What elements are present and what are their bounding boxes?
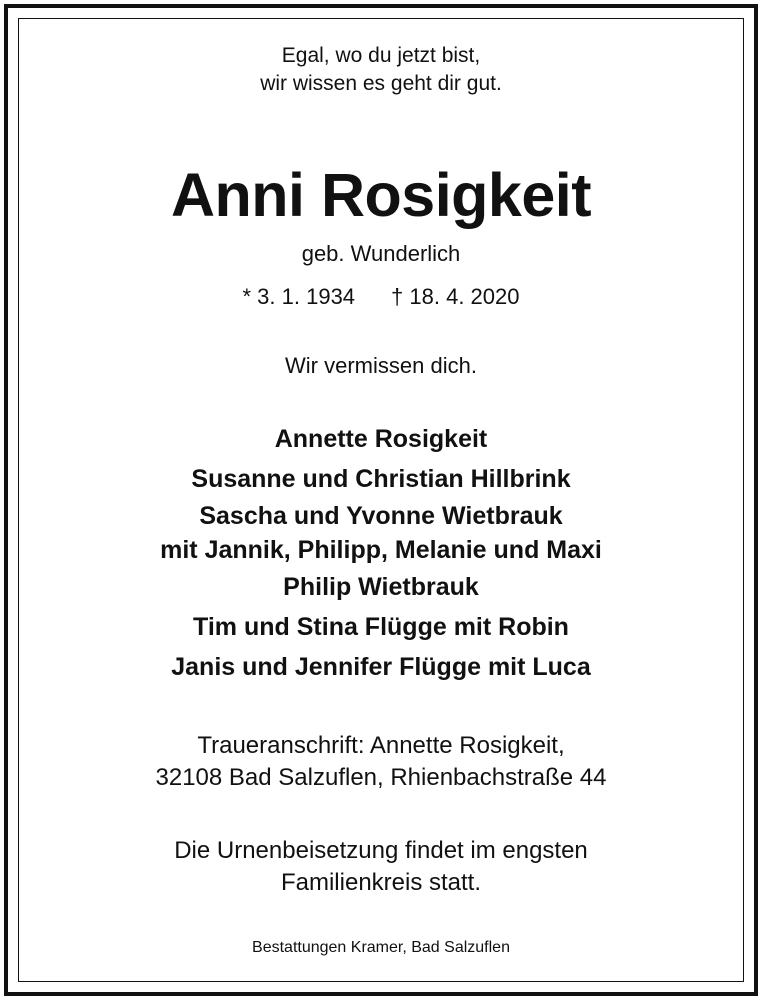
- address-line-2: 32108 Bad Salzuflen, Rhienbachstraße 44: [155, 764, 607, 791]
- mourning-address: [0, 730, 762, 794]
- message-text: Wir vermissen dich.: [285, 353, 477, 378]
- mourner-line: Susanne und Christian Hillbrink: [191, 465, 571, 493]
- deceased-name: Anni Rosigkeit: [170, 161, 592, 229]
- burial-notice: [0, 835, 762, 899]
- mourner-line: Janis und Jennifer Flügge mit Luca: [171, 653, 591, 681]
- mourner-line: Tim und Stina Flügge mit Robin: [193, 613, 569, 641]
- mourner-line: Sascha und Yvonne Wietbrauk: [199, 502, 563, 530]
- opening-quote: [0, 42, 762, 98]
- mourner-line: Annette Rosigkeit: [274, 425, 488, 453]
- burial-line-2: Familienkreis statt.: [280, 869, 482, 896]
- quote-line-2: wir wissen es geht dir gut.: [260, 72, 502, 95]
- birth-date: * 3. 1. 1934: [242, 284, 356, 309]
- burial-line-1: Die Urnenbeisetzung findet im engsten: [174, 837, 588, 864]
- undertaker-credit: Bestattungen Kramer, Bad Salzuflen: [252, 939, 510, 956]
- quote-line-1: Egal, wo du jetzt bist,: [281, 44, 481, 67]
- maiden-name: geb. Wunderlich: [301, 241, 461, 266]
- mourner-line: Philip Wietbrauk: [283, 573, 479, 601]
- mourner-line: mit Jannik, Philipp, Melanie und Maxi: [160, 536, 602, 564]
- life-dates: [0, 282, 762, 312]
- death-date: † 18. 4. 2020: [391, 284, 520, 309]
- address-line-1: Traueranschrift: Annette Rosigkeit,: [197, 732, 565, 759]
- mourners-list: [0, 419, 762, 687]
